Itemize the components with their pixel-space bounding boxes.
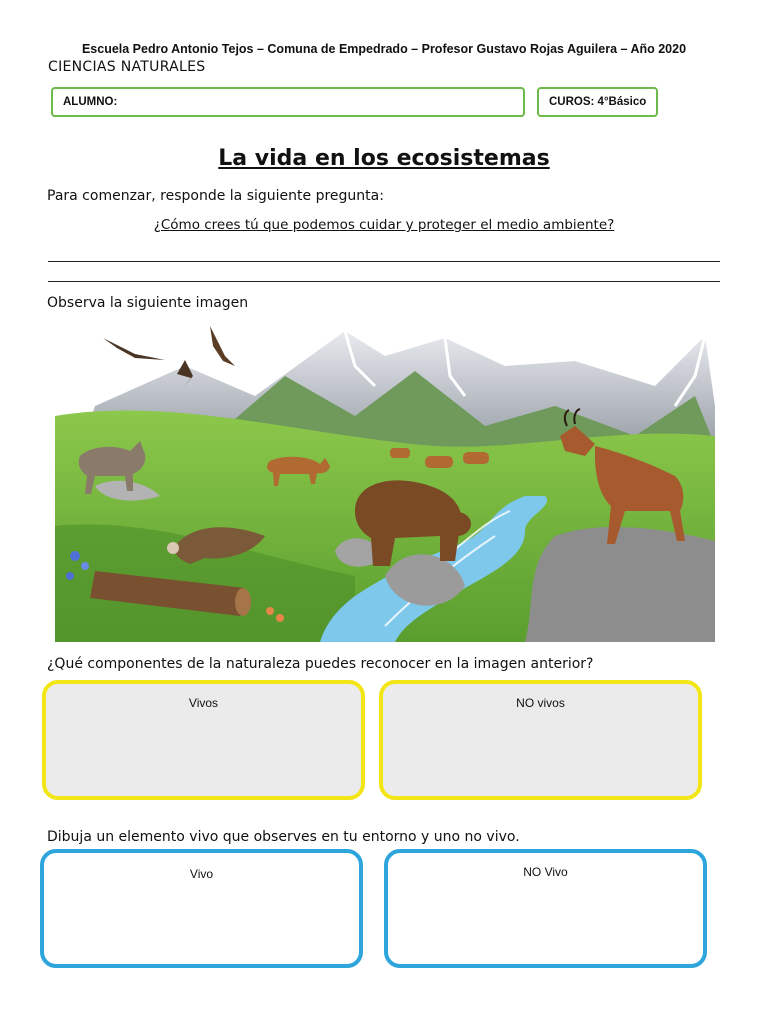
living-drawing-label: Vivo bbox=[189, 867, 214, 881]
subject-label: CIENCIAS NATURALES bbox=[48, 59, 206, 75]
drawing-instruction: Dibuja un elemento vivo que observes en tu entorno y uno no vivo. bbox=[47, 829, 520, 845]
course-label: CUROS: 4°Básico bbox=[549, 96, 647, 108]
answer-line[interactable] bbox=[48, 281, 720, 282]
intro-question: ¿Cómo crees tú que podemos cuidar y proteger el medio ambiente? bbox=[153, 217, 615, 233]
living-components-box[interactable] bbox=[42, 680, 365, 800]
nonliving-components-box[interactable] bbox=[379, 680, 702, 800]
living-drawing-box[interactable] bbox=[40, 849, 363, 968]
components-question: ¿Qué componentes de la naturaleza puedes reconocer en la imagen anterior? bbox=[47, 656, 594, 672]
page-title: La vida en los ecosistemas bbox=[218, 146, 550, 171]
answer-line[interactable] bbox=[48, 261, 720, 262]
student-name-label: ALUMNO: bbox=[63, 96, 118, 108]
nonliving-drawing-label: NO Vivo bbox=[523, 865, 568, 879]
nonliving-components-label: NO vivos bbox=[516, 696, 565, 710]
nonliving-drawing-box[interactable] bbox=[384, 849, 707, 968]
school-header: Escuela Pedro Antonio Tejos – Comuna de Empedrado – Profesor Gustavo Rojas Aguilera – Año 2020 bbox=[81, 42, 687, 56]
image-instruction: Observa la siguiente imagen bbox=[47, 295, 249, 311]
course-field[interactable] bbox=[537, 87, 658, 117]
living-components-label: Vivos bbox=[188, 696, 219, 710]
student-name-field[interactable] bbox=[51, 87, 525, 117]
intro-instruction: Para comenzar, responde la siguiente pregunta: bbox=[47, 188, 384, 204]
ecosystem-illustration bbox=[55, 326, 715, 642]
